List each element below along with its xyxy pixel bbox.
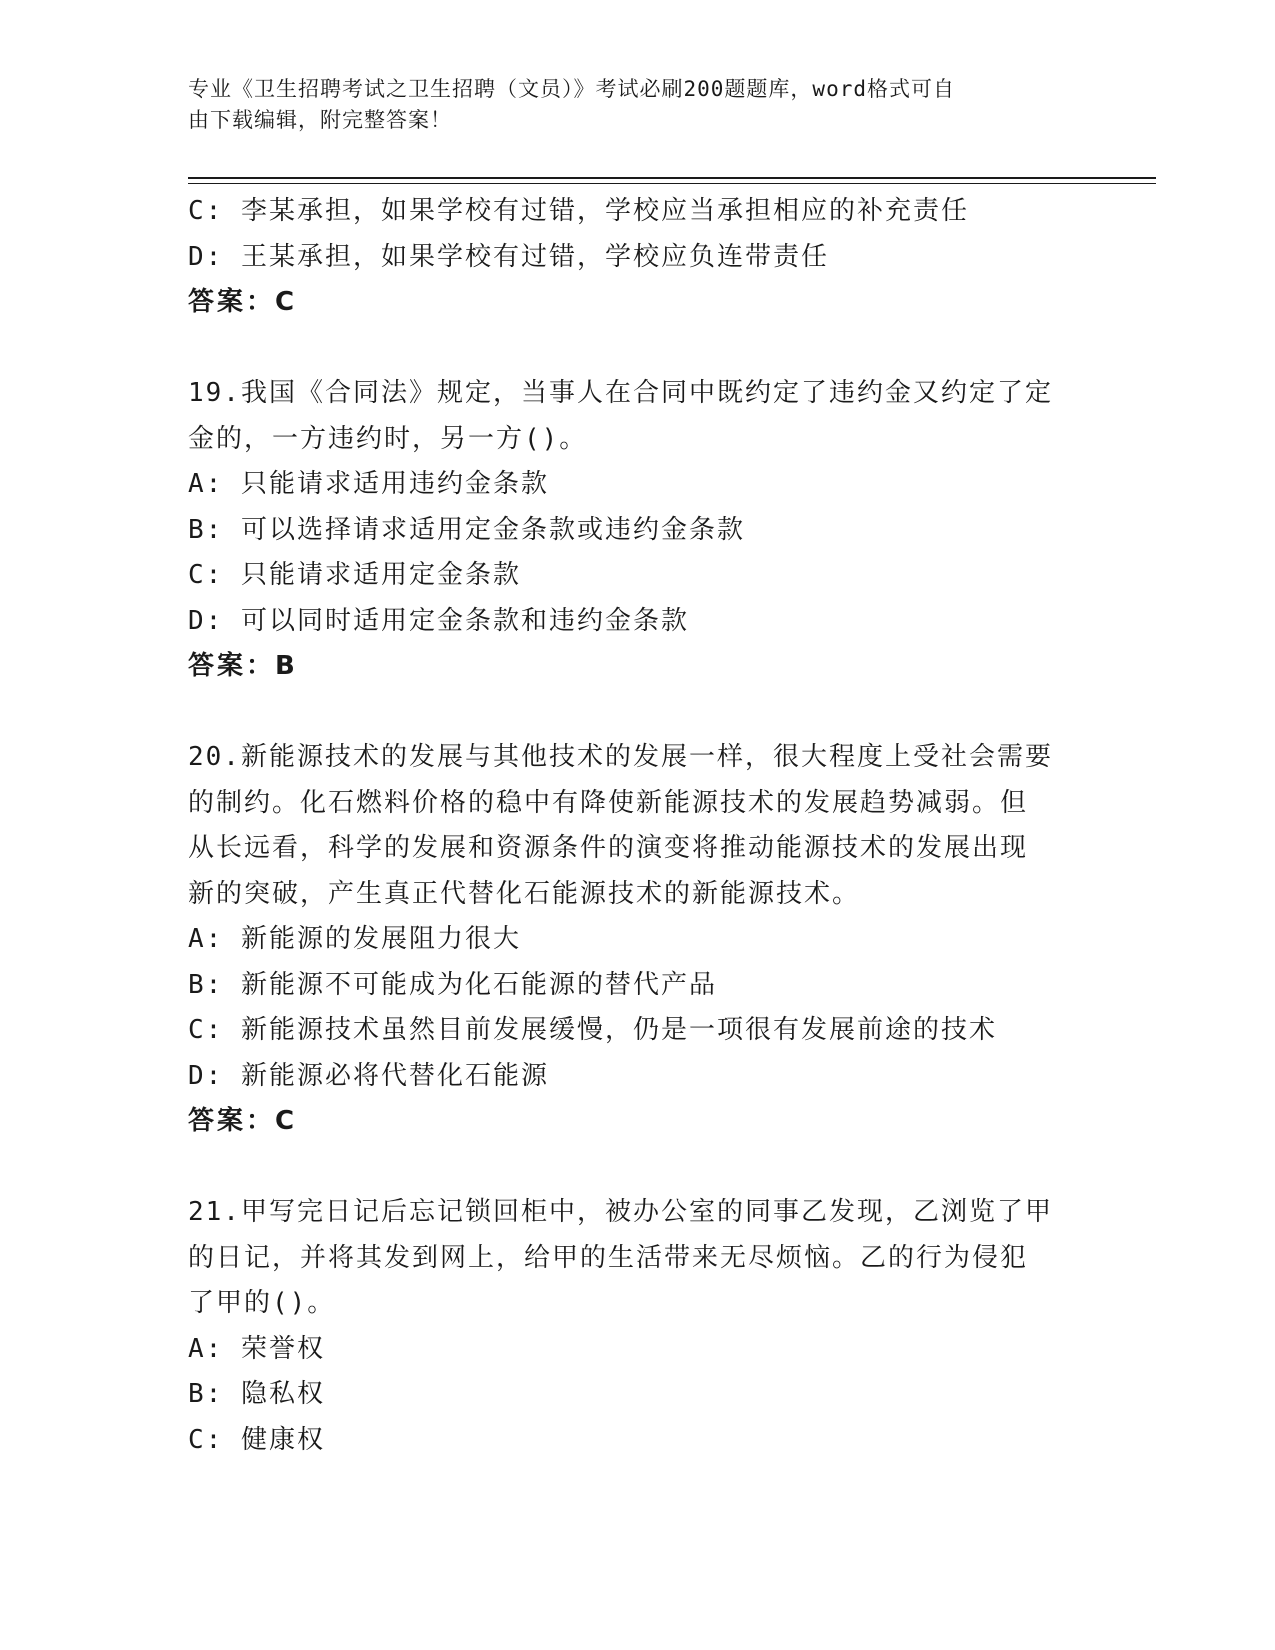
option-a: A: 新能源的发展阻力很大 <box>188 924 521 954</box>
option-d: D: 可以同时适用定金条款和违约金条款 <box>188 605 689 636</box>
option-c: C: 新能源技术虽然目前发展缓慢，仍是一项很有发展前途的技术 <box>188 1015 997 1045</box>
option-b: B: 可以选择请求适用定金条款或违约金条款 <box>188 514 745 545</box>
spacer <box>188 326 1088 372</box>
header-divider-thin <box>188 183 1156 184</box>
option-d: D: 新能源必将代替化石能源 <box>188 1060 549 1091</box>
question-stem-line: 的制约。化石燃料价格的稳中有降使新能源技术的发展趋势减弱。但 <box>188 787 1029 818</box>
question-stem-line: 金的，一方违约时，另一方()。 <box>188 423 588 454</box>
answer: 答案：B <box>188 651 298 681</box>
option-c: C: 李某承担，如果学校有过错，学校应当承担相应的补充责任 <box>188 196 969 226</box>
question-21 <box>188 1190 1088 1463</box>
option-b: B: 新能源不可能成为化石能源的替代产品 <box>188 969 717 1000</box>
question-19 <box>188 371 1088 690</box>
question-stem-line: 的日记，并将其发到网上，给甲的生活带来无尽烦恼。乙的行为侵犯 <box>188 1242 1029 1273</box>
document-header <box>188 74 1068 136</box>
question-list <box>188 189 1088 1463</box>
answer: 答案：C <box>188 287 298 317</box>
header-title-line-2: 由下载编辑，附完整答案！ <box>188 108 452 132</box>
option-a: A: 荣誉权 <box>188 1333 325 1364</box>
option-d: D: 王某承担，如果学校有过错，学校应负连带责任 <box>188 241 829 272</box>
answer: 答案：C <box>188 1106 298 1136</box>
question-20 <box>188 735 1088 1145</box>
option-a: A: 只能请求适用违约金条款 <box>188 469 549 499</box>
header-divider-thick <box>188 177 1156 179</box>
question-stem-line: 从长远看，科学的发展和资源条件的演变将推动能源技术的发展出现 <box>188 833 1029 863</box>
option-c: C: 只能请求适用定金条款 <box>188 560 521 590</box>
option-b: B: 隐私权 <box>188 1379 325 1409</box>
header-title-line-1: 专业《卫生招聘考试之卫生招聘（文员）》考试必刷200题题库，word格式可自 <box>188 77 955 101</box>
question-18-continued <box>188 189 1088 326</box>
question-stem-line: 了甲的()。 <box>188 1288 336 1318</box>
question-stem-line: 20.新能源技术的发展与其他技术的发展一样，很大程度上受社会需要 <box>188 742 1053 772</box>
spacer <box>188 1145 1088 1191</box>
spacer <box>188 690 1088 736</box>
option-c: C: 健康权 <box>188 1424 325 1455</box>
question-stem-line: 21.甲写完日记后忘记锁回柜中，被办公室的同事乙发现，乙浏览了甲 <box>188 1197 1053 1227</box>
question-stem-line: 19.我国《合同法》规定，当事人在合同中既约定了违约金又约定了定 <box>188 378 1053 408</box>
question-stem-line: 新的突破，产生真正代替化石能源技术的新能源技术。 <box>188 878 861 909</box>
